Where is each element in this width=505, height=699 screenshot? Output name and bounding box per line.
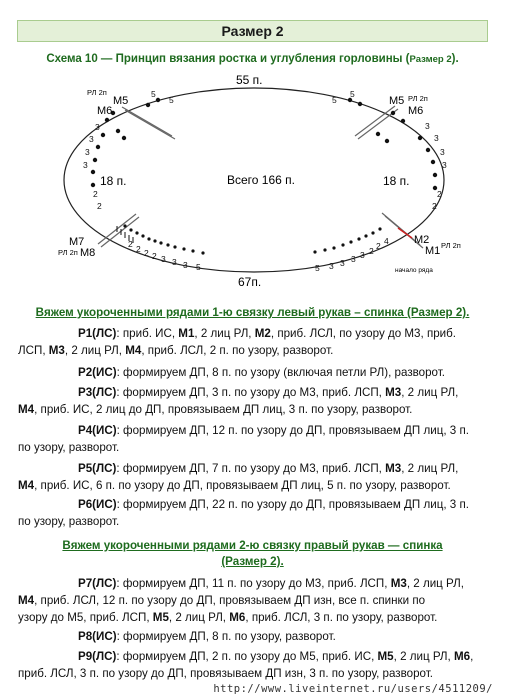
svg-text:3: 3: [161, 254, 166, 264]
row-p9: Р9(ЛС): формируем ДП, 2 п. по узору до М5, приб. ИС, М5, 2 лиц РЛ, М6, приб. ЛСЛ, 3 п. по узору до ДП, провязываем ДП изн, 3 п. по узору, разворот.: [18, 650, 474, 680]
svg-text:5: 5: [315, 263, 320, 273]
raglan-line-top-left: [122, 107, 172, 136]
svg-text:2: 2: [432, 201, 437, 211]
raglan-diagram: [0, 66, 505, 286]
size-header: Размер 2: [17, 20, 488, 42]
svg-text:3: 3: [440, 147, 445, 157]
row-p8: Р8(ИС): формируем ДП, 8 п. по узору, разворот.: [78, 630, 336, 643]
svg-text:РЛ 2п: РЛ 2п: [58, 248, 78, 257]
svg-text:5: 5: [196, 262, 201, 272]
svg-text:2: 2: [144, 248, 149, 258]
svg-text:5: 5: [350, 89, 355, 99]
row-p5: Р5(ЛС): формируем ДП, 7 п. по узору до М3, приб. ЛСП, М3, 2 лиц РЛ, М4, приб. ИС, 6 п. по узору до ДП, провязываем ДП лиц, 5 п. по узору, разворот.: [18, 462, 459, 492]
svg-text:M2: M2: [414, 234, 430, 246]
svg-text:3: 3: [172, 257, 177, 267]
svg-text:3: 3: [360, 250, 365, 260]
svg-text:3: 3: [340, 258, 345, 268]
watermark-url[interactable]: http://www.liveinternet.ru/users/4511209/: [213, 683, 493, 695]
svg-text:3: 3: [95, 122, 100, 132]
stitch-dots-bottom: [123, 224, 381, 254]
svg-text:3: 3: [329, 261, 334, 271]
svg-text:5: 5: [151, 89, 156, 99]
svg-text:3: 3: [89, 134, 94, 144]
scheme-title: Схема 10 — Принцип вязания ростка и углубления горловины (Размер 2).: [46, 53, 459, 65]
svg-text:M7: M7: [69, 236, 85, 248]
svg-text:5: 5: [169, 95, 174, 105]
row-p3: Р3(ЛС): формируем ДП, 3 п. по узору до М3, приб. ЛСП, М3, 2 лиц РЛ, М4, приб. ИС, 2 лиц до ДП, провязываем ДП лиц, 3 п. по узору, разворот.: [18, 386, 459, 416]
svg-text:РЛ 2п: РЛ 2п: [441, 241, 461, 250]
svg-text:3: 3: [85, 147, 90, 157]
svg-text:РЛ 2п: РЛ 2п: [408, 94, 428, 103]
svg-text:2: 2: [437, 189, 442, 199]
svg-text:2: 2: [97, 201, 102, 211]
svg-text:2: 2: [369, 246, 374, 256]
top-count: 55 п.: [236, 73, 263, 87]
right-count: 18 п.: [383, 174, 410, 188]
svg-text:2: 2: [93, 189, 98, 199]
svg-text:2: 2: [376, 241, 381, 251]
row-p7: Р7(ЛС): формируем ДП, 11 п. по узору до М3, приб. ЛСП, М3, 2 лиц РЛ, М4, приб. ЛСЛ, 12 п. по узору до ДП, провязываем ДП изн, все п. спинки по узору до М5, приб. ЛСП, М5, 2 лиц РЛ, М6, приб. ЛСЛ, 3 п. по узору, разворот.: [18, 577, 464, 624]
total-count: Всего 166 п.: [227, 173, 295, 187]
svg-text:M6: M6: [97, 105, 113, 117]
svg-text:2: 2: [128, 239, 133, 249]
bottom-count: 67п.: [238, 275, 262, 286]
svg-text:M6: M6: [408, 105, 424, 117]
row-p6: Р6(ИС): формируем ДП, 22 п. по узору до ДП, провязываем ДП лиц, 3 п. по узору, разворот.: [18, 498, 469, 528]
row-p1: Р1(ЛС): приб. ИС, М1, 2 лиц РЛ, М2, приб. ЛСЛ, по узору до М3, приб. ЛСП, М3, 2 лиц РЛ, М4, приб. ЛСЛ, 2 п. по узору, разворот.: [18, 327, 457, 357]
svg-text:2: 2: [136, 244, 141, 254]
svg-text:3: 3: [425, 121, 430, 131]
raglan-line-top-right: [355, 106, 395, 136]
svg-text:M1: M1: [425, 245, 441, 257]
svg-text:M8: M8: [80, 247, 96, 259]
svg-text:4: 4: [384, 236, 389, 246]
svg-text:2: 2: [152, 251, 157, 261]
svg-text:3: 3: [183, 260, 188, 270]
svg-text:M5: M5: [389, 95, 405, 107]
svg-text:5: 5: [332, 95, 337, 105]
svg-text:3: 3: [351, 254, 356, 264]
left-count: 18 п.: [100, 174, 127, 188]
row-p4: Р4(ИС): формируем ДП, 12 п. по узору до ДП, провязываем ДП лиц, 3 п. по узору, разворот.: [18, 424, 469, 454]
svg-text:РЛ 2п: РЛ 2п: [87, 88, 107, 97]
section-title-1: Вяжем укороченными рядами 1-ю связку левый рукав – спинка (Размер 2).: [35, 306, 470, 319]
row-p2: Р2(ИС): формируем ДП, 8 п. по узору (включая петли РЛ), разворот.: [78, 366, 445, 379]
svg-text:3: 3: [83, 160, 88, 170]
svg-text:3: 3: [434, 133, 439, 143]
section-title-2: Вяжем укороченными рядами 2-ю связку правый рукав — спинка (Размер 2).: [62, 539, 443, 568]
svg-text:начало ряда: начало ряда: [395, 267, 433, 274]
svg-text:M5: M5: [113, 95, 129, 107]
svg-text:3: 3: [442, 160, 447, 170]
